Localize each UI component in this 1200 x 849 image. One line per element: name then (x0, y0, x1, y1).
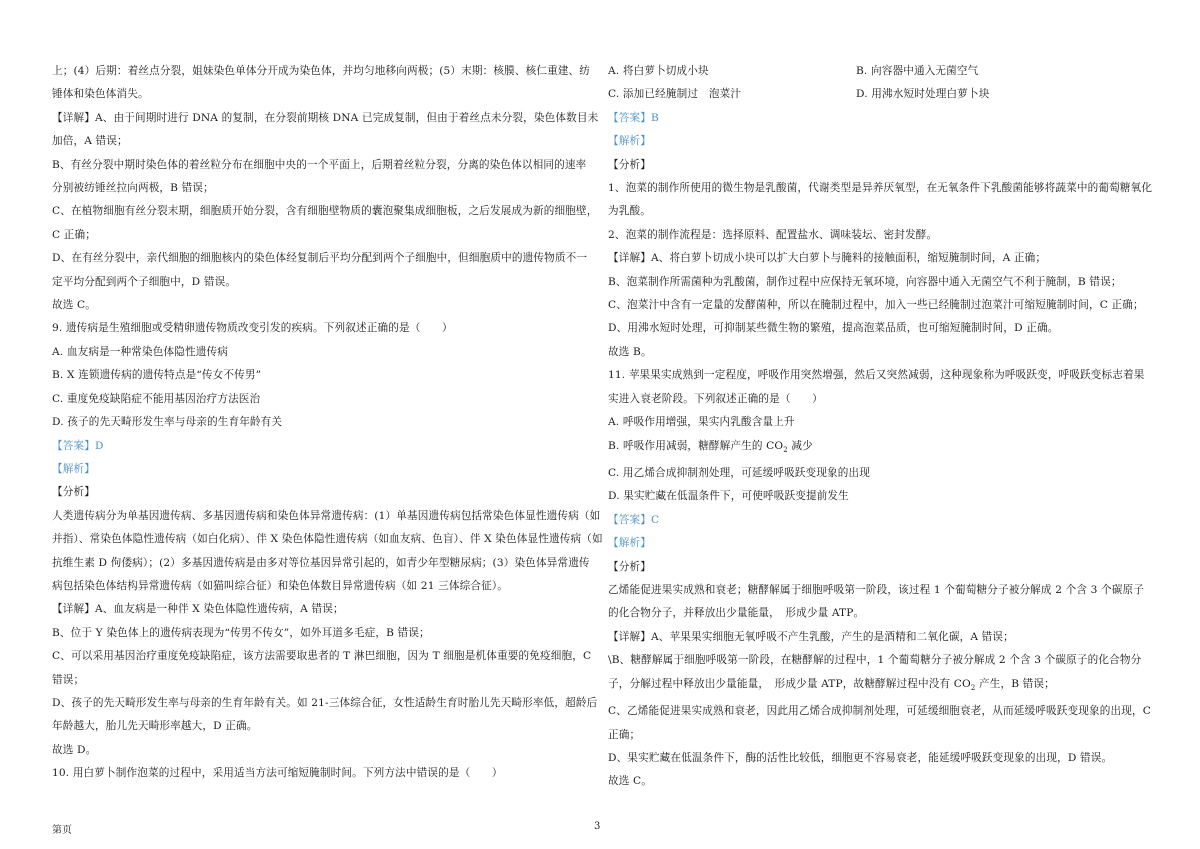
text-line: 故选 B。 (608, 345, 652, 358)
text-line: 故选 C。 (52, 299, 97, 312)
question-9-stem: 9. 遗传病是生殖细胞或受精卵遗传物质改变引发的疾病。下列叙述正确的是（ ） (52, 322, 453, 335)
q10-analysis-tag: 【解析】 (608, 135, 651, 148)
q9-option-c: C. 重度免疫缺陷症不能用基因治疗方法医治 (52, 392, 261, 405)
q10-option-a: A. 将白萝卜切成小块 (608, 65, 709, 77)
page-number: 3 (594, 821, 601, 832)
text-line: 上；(4）后期：着丝点分裂，姐妹染色单体分开成为染色体，并均匀地移向两极；(5）末期：核膜、核仁重建、纺 (52, 65, 591, 77)
text-line: 病包括染色体结构异常遗传病（如猫叫综合征）和染色体数目异常遗传病（如 21 三体综合征）。 (52, 579, 509, 592)
text-line: B、有丝分裂中期时染色体的着丝粒分布在细胞中央的一个平面上，后期着丝粒分裂，分离的染色体以相同的速率 (52, 158, 587, 171)
q11-option-d: D. 果实贮藏在低温条件下，可使呼吸跃变提前发生 (608, 490, 849, 503)
text-line: C、乙烯能促进果实成熟和衰老，因此用乙烯合成抑制剂处理，可延缓细胞衰老，从而延缓呼吸跃变现象的出现，C (608, 705, 1151, 718)
co2-line-text: 子，分解过程中释放出少量能量， 形成少量 ATP，故糖酵解过程中没有 CO (608, 677, 971, 690)
subscript: 2 (970, 683, 976, 692)
text-line: 锤体和染色体消失。 (52, 88, 149, 101)
q10-fenxi-tag: 【分析】 (608, 158, 651, 171)
co2-line-tail: 产生，B 错误； (975, 677, 1055, 690)
q10-option-b: B. 向容器中通入无菌空气 (856, 65, 979, 77)
text-line: C、泡菜汁中含有一定量的发酵菌种，所以在腌制过程中，加入一些已经腌制过泡菜汁可缩短腌制时间，C 正确； (608, 299, 1144, 312)
q11-option-b-text: B. 呼吸作用减弱，糖酵解产生的 CO (608, 439, 784, 452)
text-line: 年龄越大，胎儿先天畸形率越大，D 正确。 (52, 720, 258, 733)
text-line: C、在植物细胞有丝分裂末期，细胞质开始分裂，含有细胞壁物质的囊泡聚集成细胞板，之后发展成为新的细胞壁， (52, 205, 598, 218)
q10-options-row-2 (608, 83, 1138, 106)
question-11-stem-cont: 实进入衰老阶段。下列叙述正确的是（ ） (608, 392, 823, 405)
q9-fenxi-tag: 【分析】 (52, 486, 95, 499)
q11-answer: 【答案】C (608, 513, 660, 526)
left-column (52, 60, 603, 786)
right-column (608, 60, 1153, 794)
q11-fenxi-tag: 【分析】 (608, 560, 651, 573)
text-line (608, 673, 1138, 701)
text-line: 故选 C。 (608, 775, 653, 788)
text-line: D、孩子的先天畸形发生率与母亲的生育年龄有关。如 21-三体综合征，女性适龄生育时胎儿先天畸形率低，超龄后 (52, 696, 598, 709)
text-line: 并指）、常染色体隐性遗传病（如白化病）、伴 X 染色体隐性遗传病（如血友病、色盲）、伴 X 染色体显性遗传病（如 (52, 533, 603, 546)
q10-option-c: C. 添加已经腌制过 泡菜汁 (608, 88, 742, 101)
text-line: 【详解】A、由于间期时进行 DNA 的复制，在分裂前期核 DNA 已完成复制，但由于着丝点未分裂，染色体数目未 (52, 111, 599, 124)
subscript: 2 (783, 445, 788, 454)
text-line: 定平均分配到两个子细胞中，D 错误。 (52, 275, 237, 288)
q9-answer: 【答案】D (52, 439, 104, 452)
text-line: B、位于 Y 染色体上的遗传病表现为“传男不传女”，如外耳道多毛症，B 错误； (52, 626, 430, 639)
q10-options-row-1 (608, 60, 1138, 83)
q10-answer: 【答案】B (608, 111, 659, 124)
q11-option-c: C. 用乙烯合成抑制剂处理，可延缓呼吸跃变现象的出现 (608, 467, 871, 480)
text-line: 正确； (608, 728, 641, 741)
footer-label: 第页 (52, 825, 72, 836)
question-10-stem: 10. 用白萝卜制作泡菜的过程中，采用适当方法可缩短腌制时间。下列方法中错误的是（ ） (52, 767, 503, 780)
text-line: 错误； (52, 673, 85, 686)
q11-analysis-tag: 【解析】 (608, 537, 651, 550)
text-line: 分别被纺锤丝拉向两极，B 错误； (52, 182, 214, 195)
q9-option-a: A. 血友病是一种常染色体隐性遗传病 (52, 345, 228, 358)
text-line: 故选 D。 (52, 743, 97, 756)
text-line: 人类遗传病分为单基因遗传病、多基因遗传病和染色体异常遗传病：(1）单基因遗传病包括常染色体显性遗传病（如 (52, 509, 601, 522)
q10-option-d: D. 用沸水短时处理白萝卜块 (856, 88, 990, 101)
question-11-stem: 11. 苹果果实成熟到一定程度，呼吸作用突然增强，然后又突然减弱，这种现象称为呼吸跃变，呼吸跃变标志着果 (608, 369, 1145, 382)
text-line: B、泡菜制作所需菌种为乳酸菌，制作过程中应保持无氧环境，向容器中通入无菌空气不利于腌制，B 错误； (608, 275, 1122, 288)
text-line: \B、糖酵解属于细胞呼吸第一阶段，在糖酵解的过程中，1 个葡萄糖分子被分解成 2 个含 3 个碳原子的化合物分 (608, 654, 1142, 667)
text-line: 2、泡菜的制作流程是：选择原料、配置盐水、调味装坛、密封发酵。 (608, 228, 938, 241)
q9-option-d: D. 孩子的先天畸形发生率与母亲的生育年龄有关 (52, 416, 283, 429)
text-line: D、用沸水短时处理，可抑制某些微生物的繁殖，提高泡菜品质，也可缩短腌制时间，D 正确。 (608, 322, 1059, 335)
text-line: 【详解】A、将白萝卜切成小块可以扩大白萝卜与腌料的接触面积，缩短腌制时间，A 正确； (608, 252, 1047, 265)
q11-option-b (608, 435, 1138, 463)
text-line: 抗维生素 D 佝偻病）；(2）多基因遗传病是由多对等位基因异常引起的，如青少年型糖尿病；(3）染色体异常遗传 (52, 556, 590, 569)
text-line: 1、泡菜的制作所使用的微生物是乳酸菌，代谢类型是异养厌氧型，在无氧条件下乳酸菌能够将蔬菜中的葡萄糖氧化 (608, 182, 1153, 195)
text-line: 【详解】A、苹果果实细胞无氧呼吸不产生乳酸，产生的是酒精和二氧化碳，A 错误； (608, 630, 1014, 643)
text-line: D、果实贮藏在低温条件下，酶的活性比较低，细胞更不容易衰老，能延缓呼吸跃变现象的出现，D 错误。 (608, 752, 1113, 764)
text-line: D、在有丝分裂中，亲代细胞的细胞核内的染色体经复制后平均分配到两个子细胞中，但细胞质中的遗传物质不一 (52, 252, 588, 265)
text-line: 【详解】A、血友病是一种伴 X 染色体隐性遗传病，A 错误； (52, 603, 344, 616)
q11-option-a: A. 呼吸作用增强，果实内乳酸含量上升 (608, 416, 795, 429)
text-line: 加倍，A 错误； (52, 135, 128, 148)
q9-analysis-tag: 【解析】 (52, 462, 95, 475)
q11-option-b-tail: 减少 (787, 439, 813, 452)
q9-option-b: B. X 连锁遗传病的遗传特点是“传女不传男” (52, 369, 262, 382)
text-line: C、可以采用基因治疗重度免疫缺陷症，该方法需要取患者的 T 淋巴细胞，因为 T 细胞是机体重要的免疫细胞，C (52, 650, 592, 663)
text-line: C 正确； (52, 228, 97, 241)
text-line: 乙烯能促进果实成熟和衰老；糖酵解属于细胞呼吸第一阶段，该过程 1 个葡萄糖分子被分解成 2 个含 3 个碳原子 (608, 584, 1144, 597)
text-line: 的化合物分子，并释放出少量能量， 形成少量 ATP。 (608, 607, 865, 620)
text-line: 为乳酸。 (608, 205, 651, 218)
